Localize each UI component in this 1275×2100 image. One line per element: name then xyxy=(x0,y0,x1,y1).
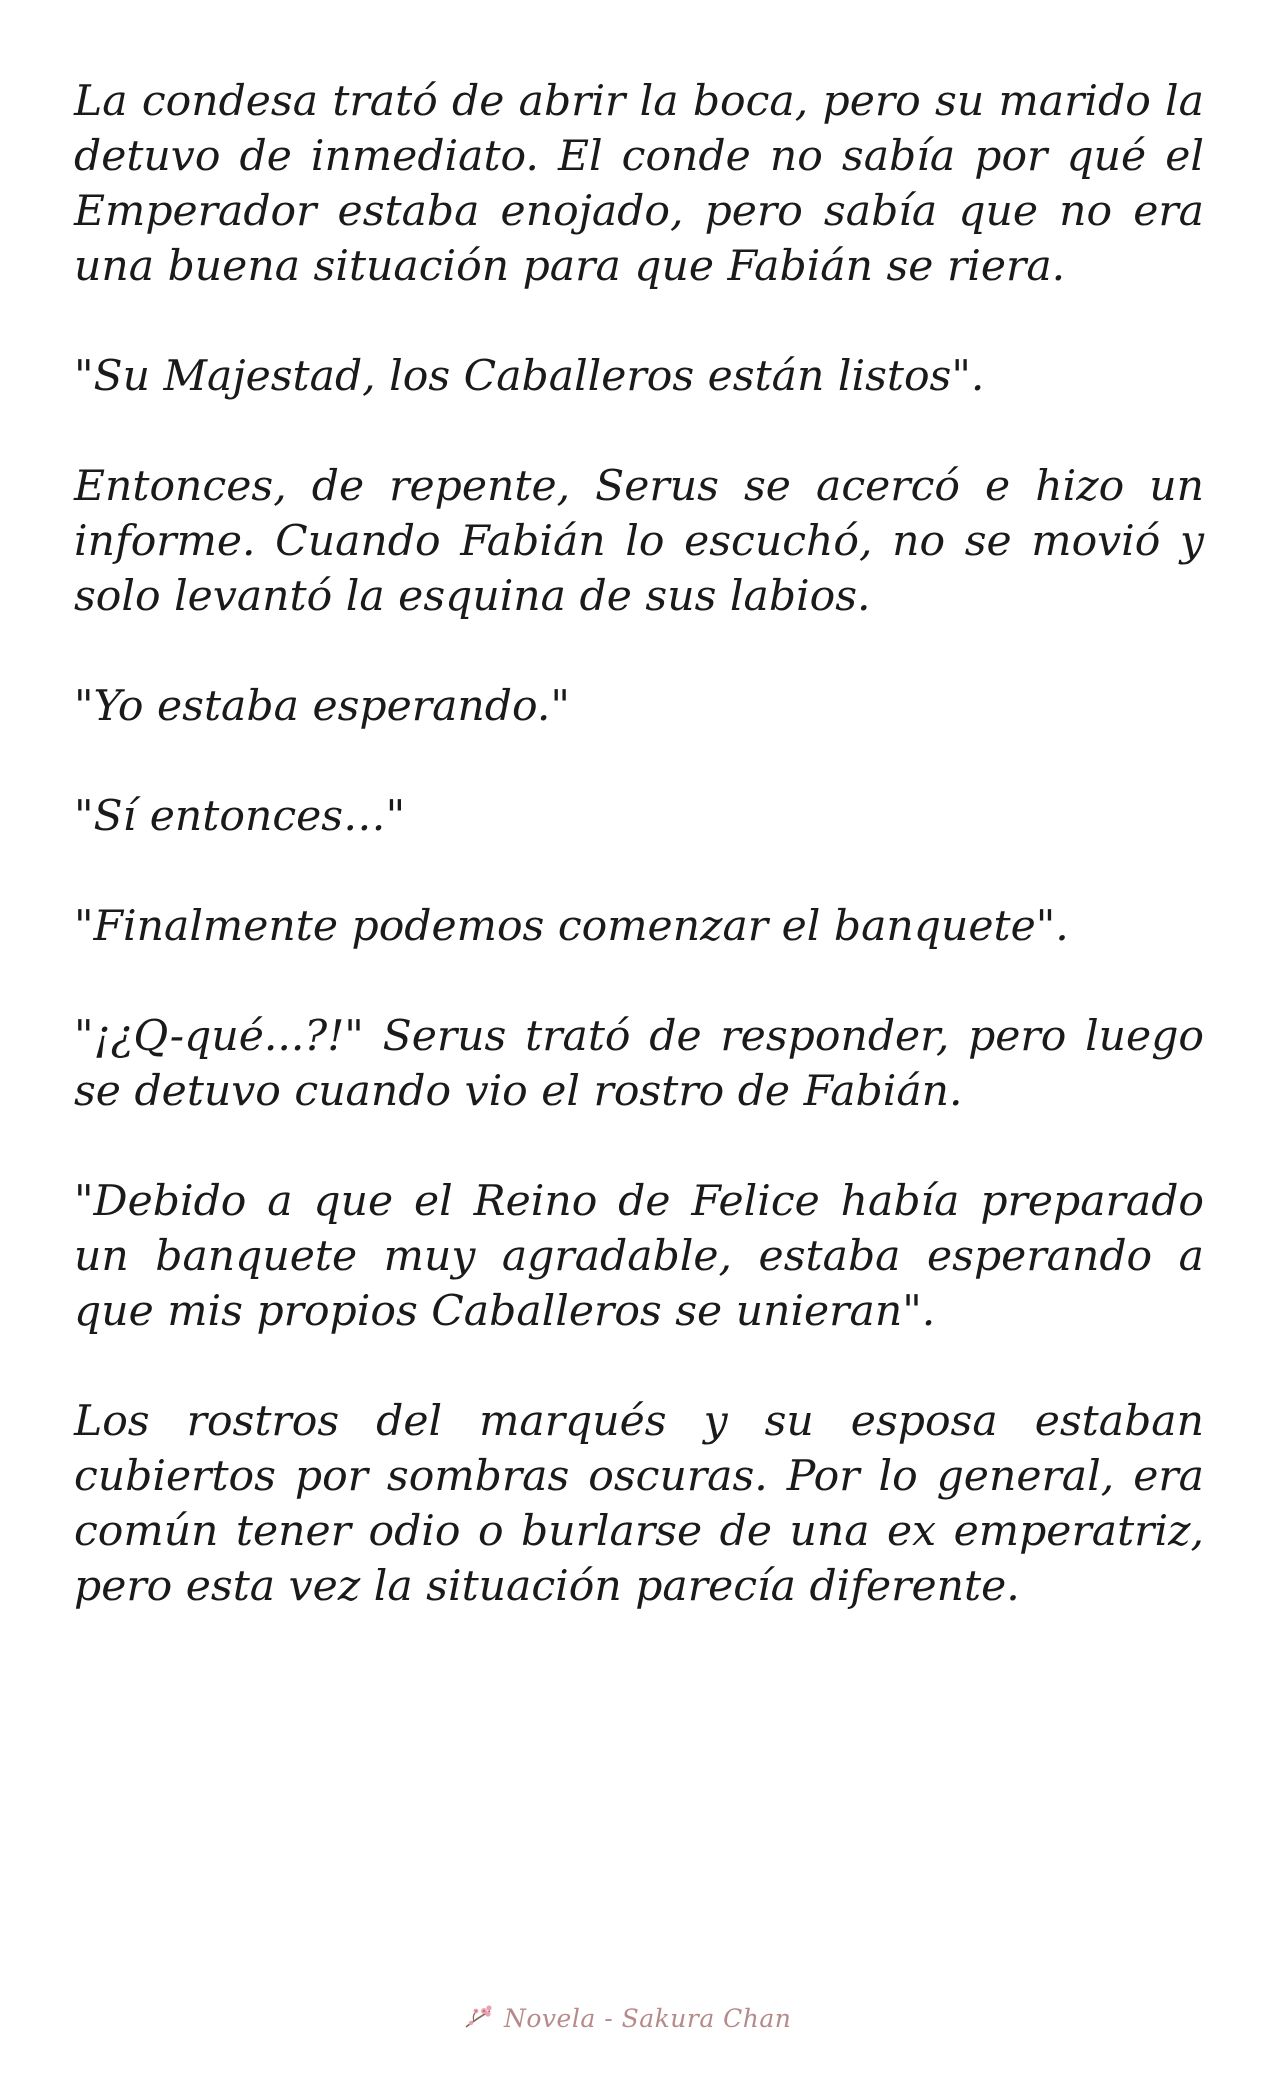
cherry-blossom-icon xyxy=(462,2001,496,2035)
paragraph-3: Entonces, de repente, Serus se acercó e hizo un informe. Cuando Fabián lo escuchó, no se movió y solo levantó la esquina de sus labios. xyxy=(74,462,1204,621)
paragraph-4: "Yo estaba esperando." xyxy=(74,682,570,731)
document-body xyxy=(74,74,1204,1614)
watermark-text: Novela - Sakura Chan xyxy=(504,2003,792,2033)
paragraph-9: Los rostros del marqués y su esposa estaban cubiertos por sombras oscuras. Por lo general, era común tener odio o burlarse de una ex emperatriz, pero esta vez la situación parecía diferente. xyxy=(74,1397,1204,1611)
paragraph-7: "¡¿Q-qué...?!" Serus trató de responder, pero luego se detuvo cuando vio el rostro de Fabián. xyxy=(74,1012,1204,1116)
paragraph-5: "Sí entonces…" xyxy=(74,792,406,841)
watermark xyxy=(462,1996,791,2040)
paragraph-2: "Su Majestad, los Caballeros están listos". xyxy=(74,352,985,401)
paragraph-6: "Finalmente podemos comenzar el banquete". xyxy=(74,902,1069,951)
paragraph-8: "Debido a que el Reino de Felice había preparado un banquete muy agradable, estaba esperando a que mis propios Caballeros se unieran". xyxy=(74,1177,1204,1336)
paragraph-1: La condesa trató de abrir la boca, pero su marido la detuvo de inmediato. El conde no sabía por qué el Emperador estaba enojado, pero sabía que no era una buena situación para que Fabián se riera. xyxy=(74,77,1204,291)
